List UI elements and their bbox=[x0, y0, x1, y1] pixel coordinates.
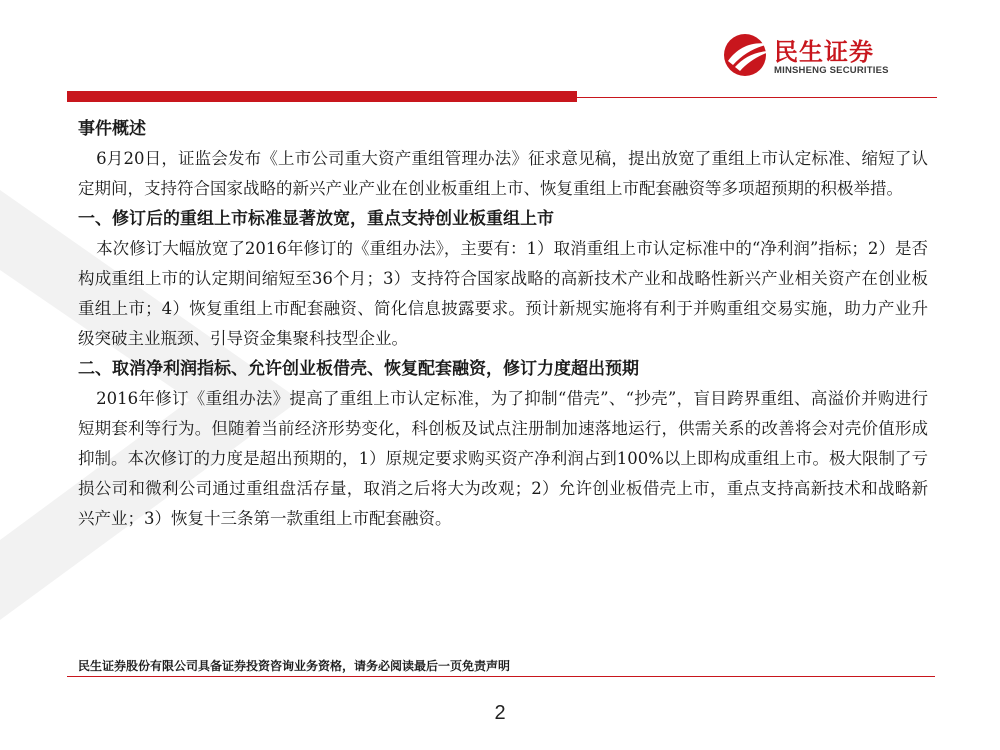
section2-heading: 二、取消净利润指标、允许创业板借壳、恢复配套融资，修订力度超出预期 bbox=[78, 359, 639, 379]
section-title: 事件概述 bbox=[78, 119, 146, 139]
footer-disclaimer: 民生证券股份有限公司具备证券投资咨询业务资格，请务必阅读最后一页免责声明 bbox=[78, 659, 511, 673]
logo-name-english: MINSHENG SECURITIES bbox=[774, 65, 889, 76]
main-content bbox=[78, 114, 928, 534]
section1-paragraph: 本次修订大幅放宽了2016年修订的《重组办法》，主要有：1）取消重组上市认定标准中的“净利润”指标；2）是否构成重组上市的认定期间缩短至36个月；3）支持符合国家战略的高新技术产业和战略性新兴产业相关资产在创业板重组上市；4）恢复重组上市配套融资、简化信息披露要求。预计新规实施将有利于并购重组交易实施，助力产业升级突破主业瓶颈、引导资金集聚科技型企业。 bbox=[78, 239, 928, 348]
header-red-line bbox=[577, 97, 937, 98]
header-red-bar bbox=[67, 91, 577, 102]
section1-heading: 一、修订后的重组上市标准显著放宽，重点支持创业板重组上市 bbox=[78, 209, 554, 229]
overview-paragraph: 6月20日，证监会发布《上市公司重大资产重组管理办法》征求意见稿，提出放宽了重组上市认定标准、缩短了认定期间，支持符合国家战略的新兴产业产业在创业板重组上市、恢复重组上市配套融资等多项超预期的积极举措。 bbox=[78, 149, 928, 198]
company-logo bbox=[722, 30, 942, 80]
footer-red-line bbox=[67, 676, 935, 677]
section2-paragraph: 2016年修订《重组办法》提高了重组上市认定标准，为了抑制“借壳”、“抄壳”，盲目跨界重组、高溢价并购进行短期套利等行为。但随着当前经济形势变化，科创板及试点注册制加速落地运行，供需关系的改善将会对壳价值形成抑制。本次修订的力度是超出预期的，1）原规定要求购买资产净利润占到100%以上即构成重组上市。极大限制了亏损公司和微利公司通过重组盘活存量，取消之后将大为改观；2）允许创业板借壳上市，重点支持高新技术和战略新兴产业；3）恢复十三条第一款重组上市配套融资。 bbox=[78, 389, 928, 528]
page-number: 2 bbox=[494, 702, 506, 724]
logo-name-chinese: 民生证券 bbox=[774, 38, 874, 66]
logo-emblem-icon bbox=[722, 30, 774, 80]
